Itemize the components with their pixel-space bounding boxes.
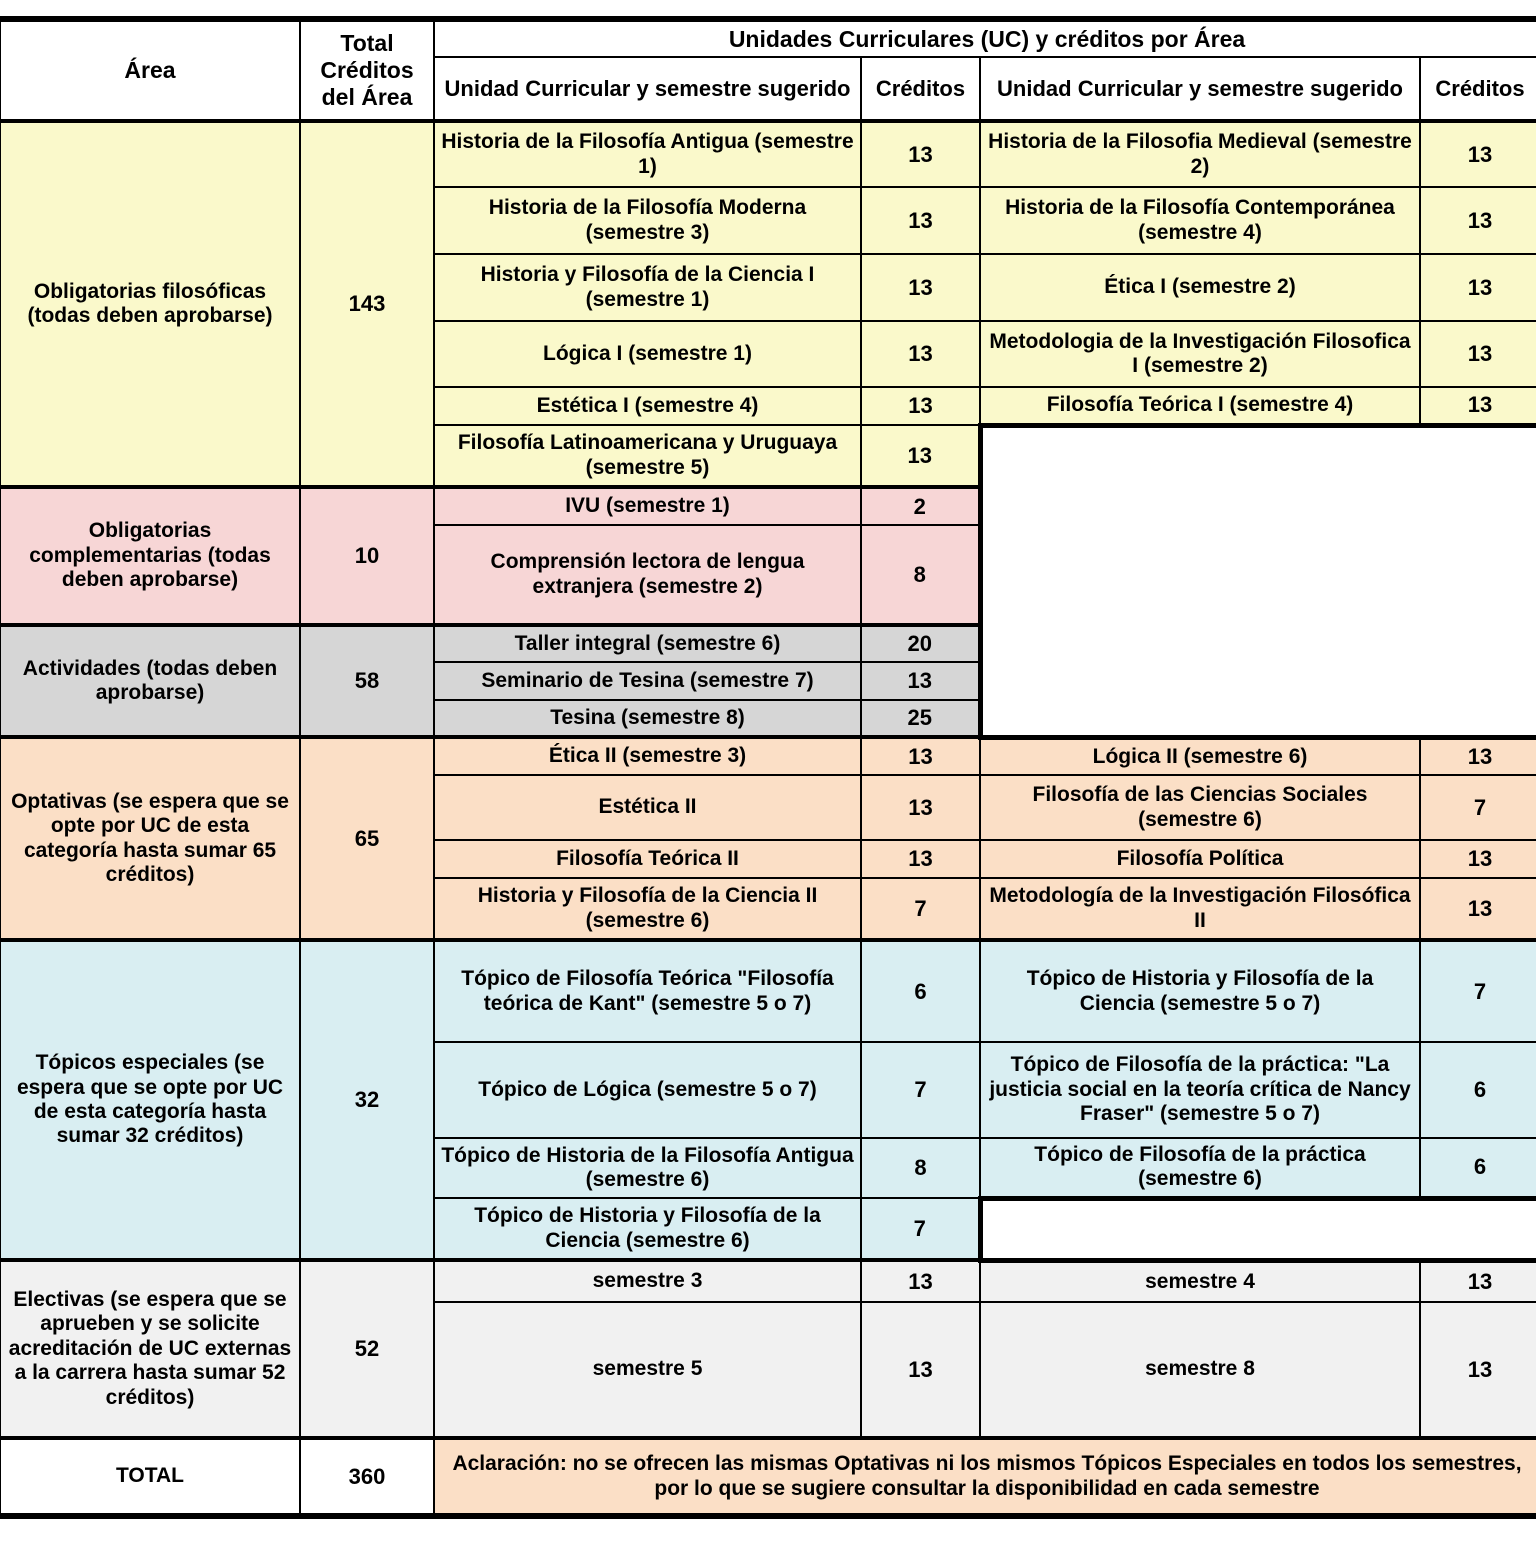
credits-cell: 13 <box>1420 878 1536 940</box>
area-total-obligatorias-filosoficas: 143 <box>300 121 434 487</box>
area-total-obligatorias-complementarias: 10 <box>300 487 434 625</box>
uc-cell: Historia de la Filosofía Moderna (semestre 3) <box>434 187 861 254</box>
credits-cell: 7 <box>1420 775 1536 840</box>
header-uc-right: Unidad Curricular y semestre sugerido <box>980 57 1420 121</box>
uc-cell: Comprensión lectora de lengua extranjera (semestre 2) <box>434 525 861 625</box>
uc-cell: Historia de la Filosofía Contemporánea (semestre 4) <box>980 187 1420 254</box>
uc-cell: Filosofía Política <box>980 840 1420 878</box>
uc-cell: Filosofía Teórica I (semestre 4) <box>980 387 1420 425</box>
credits-cell: 7 <box>861 1042 980 1138</box>
credits-cell: 13 <box>861 775 980 840</box>
uc-cell: Tópico de Filosofía de la práctica (semestre 6) <box>980 1138 1420 1198</box>
area-obligatorias-filosoficas: Obligatorias filosóficas (todas deben aprobarse) <box>0 121 300 487</box>
uc-cell: Filosofía Latinoamericana y Uruguaya (semestre 5) <box>434 425 861 487</box>
uc-cell: semestre 3 <box>434 1260 861 1302</box>
total-label: TOTAL <box>0 1438 300 1516</box>
credits-cell: 13 <box>861 737 980 775</box>
credits-cell: 13 <box>861 662 980 700</box>
uc-cell: Estética II <box>434 775 861 840</box>
footer-note: Aclaración: no se ofrecen las mismas Optativas ni los mismos Tópicos Especiales en todos los semestres, por lo que se sugiere consultar la disponibilidad en cada semestre <box>434 1438 1536 1516</box>
credits-cell: 6 <box>861 940 980 1042</box>
area-optativas: Optativas (se espera que se opte por UC de esta categoría hasta sumar 65 créditos) <box>0 737 300 940</box>
credits-cell: 13 <box>861 425 980 487</box>
uc-cell: Historia y Filosofía de la Ciencia II (semestre 6) <box>434 878 861 940</box>
uc-cell: Tópico de Lógica (semestre 5 o 7) <box>434 1042 861 1138</box>
uc-cell: Historia de la Filosofia Medieval (semestre 2) <box>980 121 1420 187</box>
uc-cell: Ética I (semestre 2) <box>980 254 1420 321</box>
area-total-actividades: 58 <box>300 625 434 737</box>
uc-cell: Filosofía de las Ciencias Sociales (semestre 6) <box>980 775 1420 840</box>
uc-cell: semestre 5 <box>434 1302 861 1438</box>
uc-cell: Metodologia de la Investigación Filosofica I (semestre 2) <box>980 321 1420 387</box>
uc-cell: IVU (semestre 1) <box>434 487 861 525</box>
credits-cell: 13 <box>1420 121 1536 187</box>
credits-cell: 8 <box>861 525 980 625</box>
credits-cell: 13 <box>861 387 980 425</box>
uc-cell: Lógica I (semestre 1) <box>434 321 861 387</box>
header-credits-left: Créditos <box>861 57 980 121</box>
credits-cell: 7 <box>861 1198 980 1260</box>
area-total-topicos-especiales: 32 <box>300 940 434 1260</box>
credits-cell: 13 <box>1420 737 1536 775</box>
header-uc-group: Unidades Curriculares (UC) y créditos por Área <box>434 19 1536 57</box>
credits-cell: 13 <box>861 187 980 254</box>
uc-cell: Tópico de Historia y Filosofía de la Ciencia (semestre 6) <box>434 1198 861 1260</box>
area-electivas: Electivas (se espera que se aprueben y se solicite acreditación de UC externas a la carrera hasta sumar 52 créditos) <box>0 1260 300 1438</box>
area-actividades: Actividades (todas deben aprobarse) <box>0 625 300 737</box>
uc-cell: Ética II (semestre 3) <box>434 737 861 775</box>
uc-cell: semestre 4 <box>980 1260 1420 1302</box>
uc-cell: Seminario de Tesina (semestre 7) <box>434 662 861 700</box>
credits-cell: 13 <box>1420 321 1536 387</box>
uc-cell: Estética I (semestre 4) <box>434 387 861 425</box>
credits-cell: 7 <box>861 878 980 940</box>
credits-cell: 13 <box>1420 1260 1536 1302</box>
credits-cell: 13 <box>1420 840 1536 878</box>
uc-cell: Historia de la Filosofía Antigua (semestre 1) <box>434 121 861 187</box>
credits-cell: 8 <box>861 1138 980 1198</box>
credits-cell: 6 <box>1420 1042 1536 1138</box>
uc-cell: Historia y Filosofía de la Ciencia I (semestre 1) <box>434 254 861 321</box>
uc-cell: Filosofía Teórica II <box>434 840 861 878</box>
uc-cell: Tópico de Historia y Filosofía de la Ciencia (semestre 5 o 7) <box>980 940 1420 1042</box>
credits-cell: 13 <box>861 1302 980 1438</box>
area-total-electivas: 52 <box>300 1260 434 1438</box>
header-total-credits: Total Créditos del Área <box>300 19 434 121</box>
uc-cell: Taller integral (semestre 6) <box>434 625 861 662</box>
credits-cell: 6 <box>1420 1138 1536 1198</box>
uc-cell: Tópico de Historia de la Filosofía Antigua (semestre 6) <box>434 1138 861 1198</box>
credits-cell: 13 <box>1420 254 1536 321</box>
uc-cell: Tópico de Filosofía de la práctica: "La justicia social en la teoría crítica de Nancy Fraser" (semestre 5 o 7) <box>980 1042 1420 1138</box>
uc-cell: Tópico de Filosofía Teórica "Filosofía teórica de Kant" (semestre 5 o 7) <box>434 940 861 1042</box>
credits-cell: 13 <box>1420 1302 1536 1438</box>
total-value: 360 <box>300 1438 434 1516</box>
credits-cell: 2 <box>861 487 980 525</box>
credits-cell: 13 <box>1420 187 1536 254</box>
area-total-optativas: 65 <box>300 737 434 940</box>
credits-cell: 7 <box>1420 940 1536 1042</box>
credits-cell: 13 <box>861 254 980 321</box>
uc-cell: Lógica II (semestre 6) <box>980 737 1420 775</box>
header-area: Área <box>0 19 300 121</box>
empty-region <box>980 425 1536 737</box>
credits-cell: 13 <box>861 121 980 187</box>
header-credits-right: Créditos <box>1420 57 1536 121</box>
credits-cell: 13 <box>861 321 980 387</box>
header-uc-left: Unidad Curricular y semestre sugerido <box>434 57 861 121</box>
credits-cell: 13 <box>1420 387 1536 425</box>
area-topicos-especiales: Tópicos especiales (se espera que se opte por UC de esta categoría hasta sumar 32 créditos) <box>0 940 300 1260</box>
credits-cell: 13 <box>861 1260 980 1302</box>
uc-cell: Tesina (semestre 8) <box>434 700 861 737</box>
area-obligatorias-complementarias: Obligatorias complementarias (todas deben aprobarse) <box>0 487 300 625</box>
credits-cell: 13 <box>861 840 980 878</box>
curriculum-table <box>0 16 1536 1519</box>
empty-region <box>980 1198 1536 1260</box>
uc-cell: Metodología de la Investigación Filosófica II <box>980 878 1420 940</box>
credits-cell: 25 <box>861 700 980 737</box>
uc-cell: semestre 8 <box>980 1302 1420 1438</box>
credits-cell: 20 <box>861 625 980 662</box>
